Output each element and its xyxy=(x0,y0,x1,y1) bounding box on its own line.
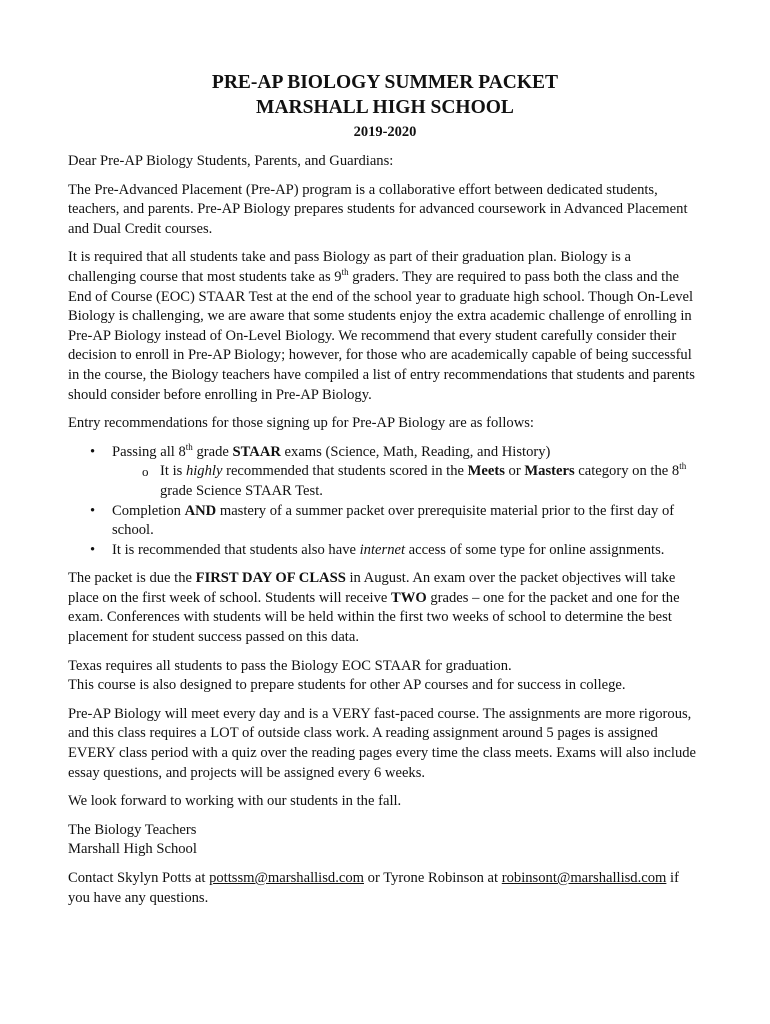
bullet-icon: • xyxy=(90,443,96,460)
document-title xyxy=(68,70,702,120)
email-link-robinson[interactable]: robinsont@marshallisd.com xyxy=(501,870,667,886)
title-line-2: MARSHALL HIGH SCHOOL xyxy=(256,97,514,118)
signature-line-2: Marshall High School xyxy=(68,841,197,858)
school-year: 2019-2020 xyxy=(353,124,417,140)
signature-line-1: The Biology Teachers xyxy=(68,821,197,838)
paragraph-texas-requirement: Texas requires all students to pass the Biology EOC STAAR for graduation. This course is also designed to prepare students for other AP courses and for success in college. xyxy=(68,657,626,694)
paragraph-closing: We look forward to working with our students in the fall. xyxy=(68,793,402,810)
list-item: • It is recommended that students also have internet access of some type for online assignments. xyxy=(112,541,702,561)
list-item: • Completion AND mastery of a summer packet over prerequisite material prior to the first day of school. xyxy=(90,502,675,539)
paragraph-contact: Contact Skylyn Potts at pottssm@marshallisd.com or Tyrone Robinson at robinsont@marshallisd.com if you have any questions. xyxy=(68,870,679,906)
entry-intro: Entry recommendations for those signing up for Pre-AP Biology are as follows: xyxy=(68,415,534,432)
paragraph-packet-due: The packet is due the FIRST DAY OF CLASS in August. An exam over the packet objectives will take place on the first week of school. Students will receive TWO grades – one for the packet and one for the exam. Conferences with students will be held within the first two weeks of school to determine the best placement for student success passed on this data. xyxy=(68,570,680,646)
paragraph-intro: The Pre-Advanced Placement (Pre-AP) program is a collaborative effort between dedicated students, teachers, and parents. Pre-AP Biology prepares students for advanced coursework in Advanced Placement and Dual Credit courses. xyxy=(68,181,688,237)
entry-recommendations-list xyxy=(68,443,702,561)
email-link-potts[interactable]: pottssm@marshallisd.com xyxy=(209,870,364,886)
bullet-icon: • xyxy=(90,541,96,558)
paragraph-requirement: It is required that all students take and pass Biology as part of their graduation plan. Biology is a challenging course that most students take as 9th graders. They are required to pass both the class and the End of Course (EOC) STAAR Test at the end of the school year to graduate high school. Though On-Level Biology is challenging, we are aware that some students enjoy the extra academic challenge of enrolling in Pre-AP Biology instead of On-Level Biology. We recommend that every student carefully consider their decision to enroll in Pre-AP Biology; however, for those who are academically capable of being successful in the course, the Biology teachers have compiled a list of entry recommendations that students and parents should consider before enrolling in Pre-AP Biology. xyxy=(68,249,695,403)
title-line-1: PRE-AP BIOLOGY SUMMER PACKET xyxy=(211,72,559,93)
paragraph-course-pace: Pre-AP Biology will meet every day and is a VERY fast-paced course. The assignments are more rigorous, and this class requires a LOT of outside class work. A reading assignment around 5 pages is assigned EVERY class period with a quiz over the reading pages every time the class meets. Exams will also include essay questions, and projects will be assigned every 6 weeks. xyxy=(68,705,697,781)
list-item: • Passing all 8th grade STAAR exams (Science, Math, Reading, and History) o It is highly recommended that students scored in the Meets or Masters category on the 8th grade Science STAAR Test. xyxy=(112,443,702,502)
sub-list xyxy=(112,462,702,501)
signature xyxy=(68,821,702,860)
sub-list-item: o It is highly recommended that students scored in the Meets or Masters category on the 8th grade Science STAAR Test. xyxy=(142,461,687,499)
salutation: Dear Pre-AP Biology Students, Parents, and Guardians: xyxy=(68,153,394,169)
bullet-icon: • xyxy=(90,502,96,519)
circle-bullet-icon: o xyxy=(142,464,149,480)
